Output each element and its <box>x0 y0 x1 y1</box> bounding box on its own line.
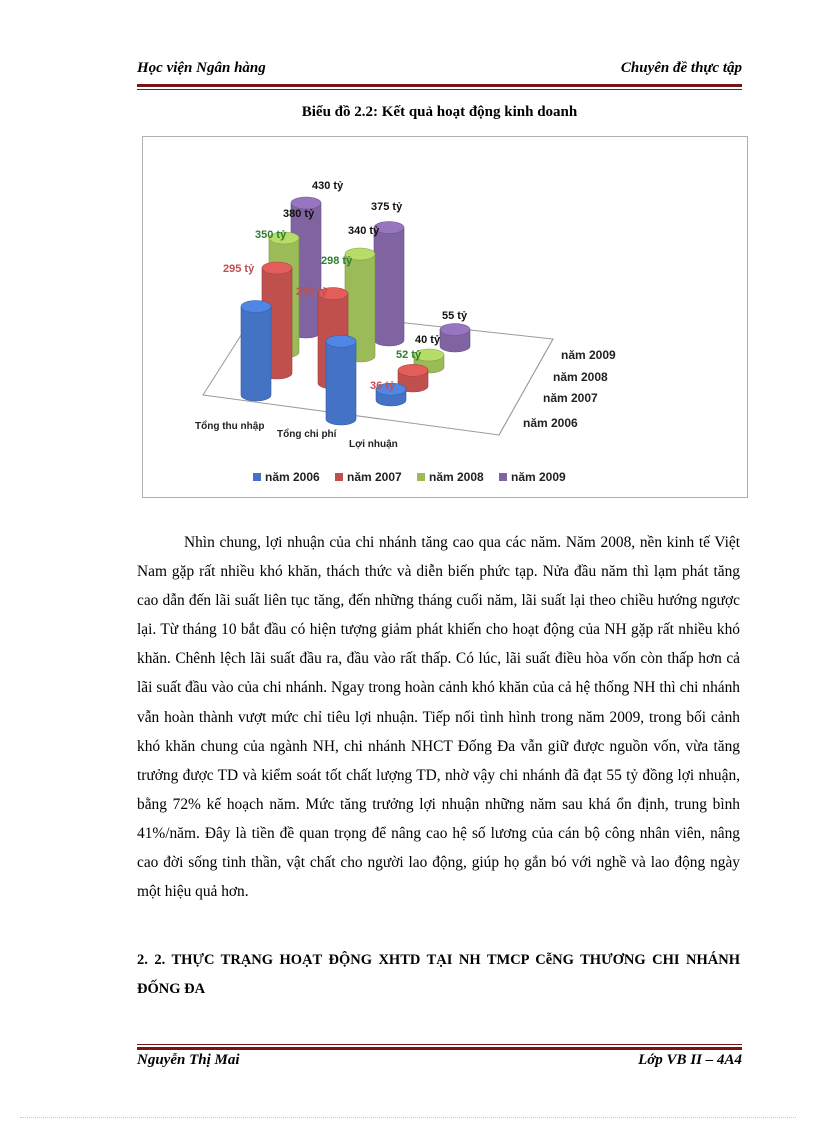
bar-column <box>326 341 356 425</box>
section-title: 2. 2. THỰC TRẠNG HOẠT ĐỘNG XHTD TẠI NH TMCP CễNG THƯƠNG CHI NHÁNH ĐỐNG ĐA <box>137 952 740 997</box>
value-label: 375 tỷ <box>371 201 403 213</box>
legend-label: năm 2008 <box>429 470 484 484</box>
body-text <box>137 528 740 906</box>
legend-swatch <box>253 473 261 481</box>
chart-caption: Biểu đồ 2.2: Kết quả hoạt động kinh doanh <box>301 104 578 120</box>
body-paragraph: Nhìn chung, lợi nhuận của chi nhánh tăng cao qua các năm. Năm 2008, nền kinh tế Việt Nam gặp rất nhiều khó khăn, thách thức và diễn biến phức tạp. Nửa đầu năm thì lạm phát tăng cao dẫn đến lãi suất liên tục tăng, đến những tháng cuối năm, lãi suất lại theo chiều hướng ngược lại. Từ tháng 10 bắt đầu có hiện tượng giảm phát khiến cho hoạt động của NH gặp rất nhiều khó khăn. Chênh lệch lãi suất đầu ra, đầu vào rất thấp. Có lúc, lãi suất điều hòa vốn còn thấp hơn cả lãi suất đầu vào của chi nhánh. Ngay trong hoàn cảnh khó khăn của cả hệ thống NH thì chi nhánh vẫn hoàn thành vượt mức chỉ tiêu lợi nhuận. Tiếp nối tình hình trong năm 2009, trong bối cảnh khó khăn chung của ngành NH, chi nhánh NHCT Đống Đa vẫn giữ được nguồn vốn, vừa tăng trưởng được TD và kiểm soát tốt chất lượng TD, nhờ vậy chi nhánh đã đạt 55 tỷ đồng lợi nhuận, bằng 72% kế hoạch năm. Mức tăng trưởng lợi nhuận những năm sau khá ổn định, trung bình 41%/năm. Đây là tiền đề quan trọng để nâng cao hệ số lương của cán bộ công nhân viên, nâng cao đời sống tinh thần, vật chất cho người lao động, giúp họ gắn bó với nghề và lao động ngày một hiệu quả hơn. <box>137 534 740 901</box>
value-label: 52 tỷ <box>396 349 422 361</box>
legend-label: năm 2009 <box>511 470 566 484</box>
value-label: 380 tỷ <box>283 208 315 220</box>
value-label: 350 tỷ <box>255 229 287 241</box>
page-header <box>137 60 742 82</box>
page-footer <box>137 1052 742 1074</box>
value-label: 55 tỷ <box>442 310 468 322</box>
value-label: 340 tỷ <box>348 225 380 237</box>
bar-top <box>440 324 470 336</box>
category-label: Tổng thu nhập <box>195 421 265 432</box>
header-rule-thick <box>137 84 742 87</box>
footer-rule-thin <box>137 1044 742 1045</box>
bar-top <box>398 364 428 376</box>
value-label: 259 tỷ <box>296 286 328 298</box>
footer-author: Nguyễn Thị Mai <box>137 1052 240 1068</box>
depth-axis-label: năm 2007 <box>543 391 598 405</box>
header-rule-thin <box>137 89 742 90</box>
depth-axis-label: năm 2006 <box>523 416 578 430</box>
legend-label: năm 2007 <box>347 470 402 484</box>
bar-top <box>326 335 356 347</box>
header-institution: Học viện Ngân hàng <box>137 60 266 76</box>
value-label: 298 tỷ <box>321 255 353 267</box>
bar-column <box>241 307 271 402</box>
category-label: Lợi nhuận <box>349 439 398 450</box>
bar-top <box>262 262 292 274</box>
bar-top <box>241 301 271 313</box>
chart-frame <box>142 136 748 498</box>
bar-column <box>374 228 404 347</box>
legend-swatch <box>499 473 507 481</box>
depth-axis-label: năm 2009 <box>561 348 616 362</box>
legend-swatch <box>417 473 425 481</box>
page-bottom-dotted-line <box>20 1117 796 1118</box>
header-doc-type: Chuyên đề thực tập <box>620 60 742 76</box>
legend-swatch <box>335 473 343 481</box>
depth-axis-label: năm 2008 <box>553 370 608 384</box>
footer-rule-thick <box>137 1047 742 1050</box>
category-label: Tổng chi phí <box>277 429 337 440</box>
chart-svg <box>143 137 747 497</box>
value-label: 430 tỷ <box>312 180 344 192</box>
value-label: 295 tỷ <box>223 263 255 275</box>
value-label: 40 tỷ <box>415 334 441 346</box>
value-label: 36 tỷ <box>370 380 396 392</box>
legend-label: năm 2006 <box>265 470 320 484</box>
footer-class: Lớp VB II – 4A4 <box>638 1052 742 1068</box>
